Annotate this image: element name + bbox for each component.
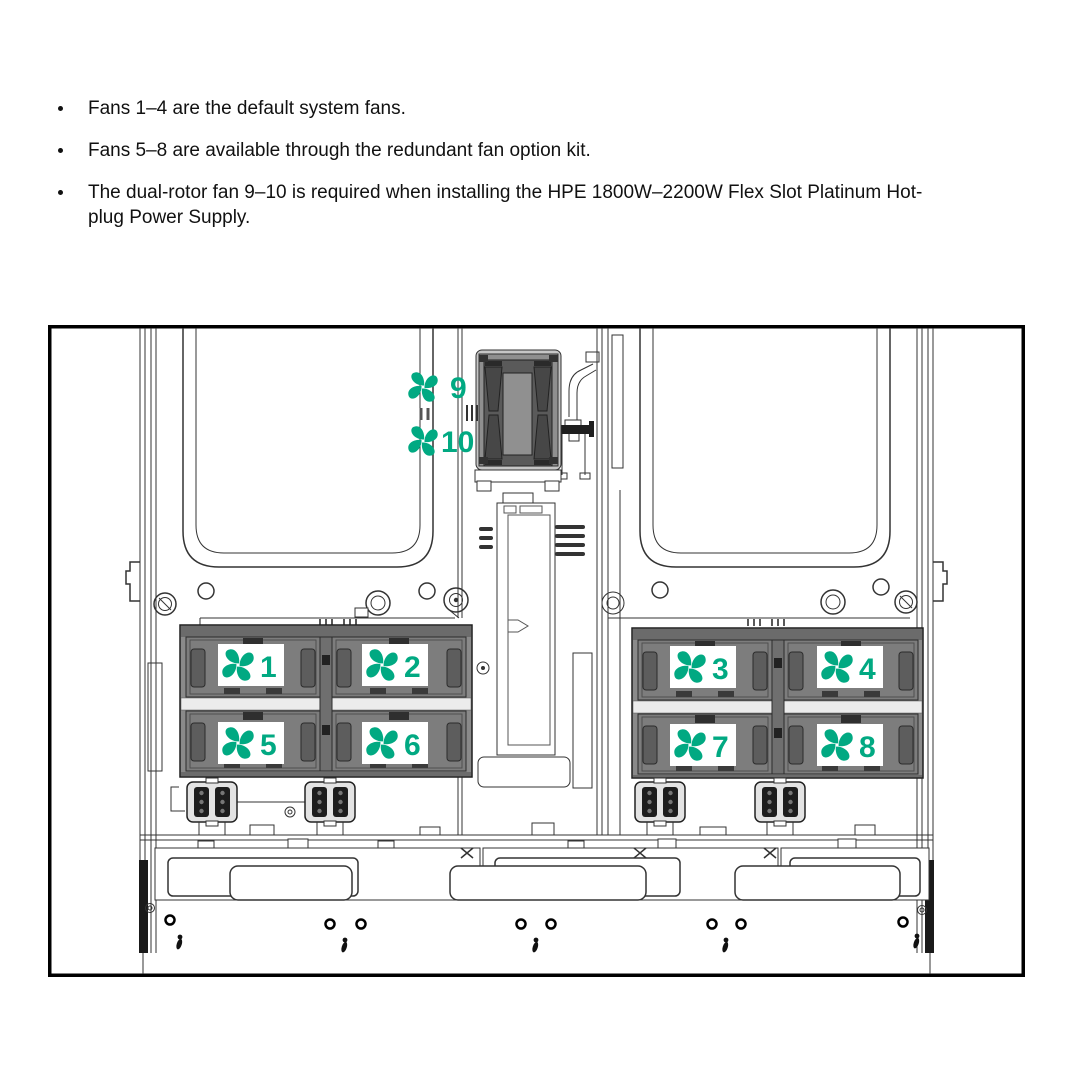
fan-number: 3 bbox=[712, 653, 729, 686]
fan-location-diagram bbox=[48, 325, 1025, 977]
fan-label-7 bbox=[670, 724, 736, 766]
bullet-line: Fans 5–8 are available through the redundant fan option kit. bbox=[88, 140, 591, 161]
bullet-dot bbox=[58, 148, 63, 153]
fan-number: 2 bbox=[404, 651, 421, 684]
bullet-dot bbox=[58, 190, 63, 195]
fan-label-6 bbox=[362, 722, 428, 764]
fan-number: 4 bbox=[859, 653, 876, 686]
fan-number: 8 bbox=[859, 731, 876, 764]
bullet-item bbox=[58, 180, 1040, 230]
bullet-text bbox=[88, 96, 406, 121]
bullet-dot bbox=[58, 106, 63, 111]
fan-number: 6 bbox=[404, 729, 421, 762]
bullet-item bbox=[58, 96, 1040, 121]
fan-number: 9 bbox=[450, 372, 467, 405]
bullet-line: Fans 1–4 are the default system fans. bbox=[88, 98, 406, 119]
bullet-text bbox=[88, 180, 922, 230]
fan-label-3 bbox=[670, 646, 736, 688]
fan-number: 10 bbox=[441, 426, 475, 459]
bullet-line: The dual-rotor fan 9–10 is required when installing the HPE 1800W–2200W Flex Slot Platinum Hot- bbox=[88, 182, 923, 203]
fan-label-8 bbox=[817, 724, 883, 766]
fan-label-1 bbox=[218, 644, 284, 686]
fan-number: 7 bbox=[712, 731, 729, 764]
fan-number: 5 bbox=[260, 729, 277, 762]
fan-label-5 bbox=[218, 722, 284, 764]
drive-bay-row bbox=[155, 839, 929, 900]
bullet-list bbox=[58, 96, 1040, 247]
bullet-line: plug Power Supply. bbox=[88, 207, 251, 228]
bullet-text bbox=[88, 138, 591, 163]
fan-label-2 bbox=[362, 644, 428, 686]
fan-number: 1 bbox=[260, 651, 277, 684]
bullet-item bbox=[58, 138, 1040, 163]
dual-rotor-fan-module bbox=[475, 350, 561, 505]
fan-label-4 bbox=[817, 646, 883, 688]
